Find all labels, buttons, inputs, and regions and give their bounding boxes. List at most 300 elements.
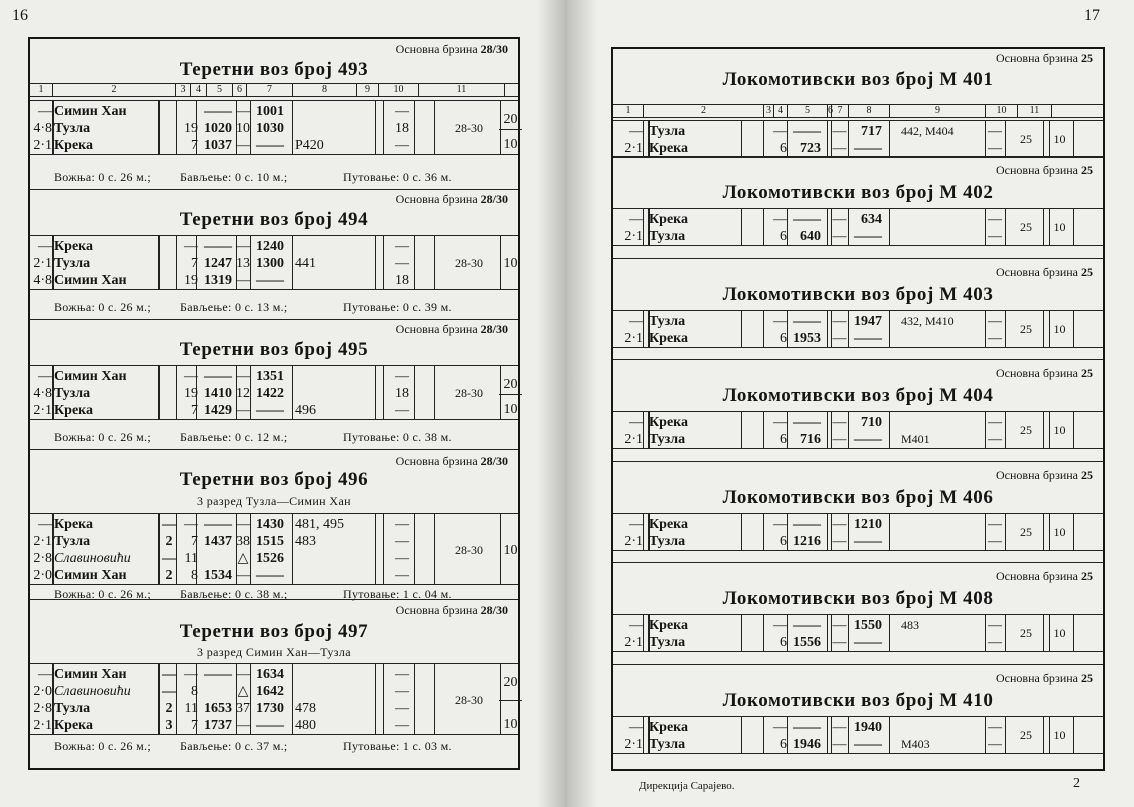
arrival-hour: 14 — [204, 386, 218, 401]
kilometre-value: 2·1 — [624, 533, 643, 549]
column-number: 9 — [889, 105, 985, 117]
column-11-value: 10 — [503, 137, 518, 152]
column-rule — [643, 717, 644, 753]
departure-hour: 10 — [256, 104, 270, 119]
speed-value: 28-30 — [455, 542, 483, 557]
summary-item: Путовање: 0 с. 39 м. — [343, 300, 452, 314]
timetable-table — [613, 513, 1103, 551]
arrival-hour: 10 — [204, 138, 218, 153]
column-rule — [375, 236, 376, 289]
kilometre-value: 4·8 — [33, 121, 52, 136]
running-minutes: 6 — [780, 229, 787, 244]
column-number: 2 — [52, 84, 175, 96]
running-minutes: — — [773, 313, 787, 329]
column-11-value: 20 — [503, 675, 518, 690]
running-minutes: — — [773, 212, 787, 227]
station-name: Симин Хан — [54, 273, 127, 288]
speed-value: 28/30 — [480, 42, 508, 56]
departure-hour: — — [854, 229, 868, 244]
connection-note: М403 — [901, 736, 930, 751]
arrival-minute: 10 — [218, 386, 232, 401]
station-name: Тузла — [649, 736, 686, 752]
station-name: Тузла — [649, 124, 686, 139]
connection-note: 480 — [295, 718, 316, 733]
stop-minutes: 37 — [236, 701, 250, 716]
speed-value: 25 — [1020, 220, 1032, 234]
station-name: Крека — [54, 517, 94, 532]
column-number: 6 — [828, 105, 833, 116]
arrival-hour: — — [204, 517, 218, 532]
arrival-hour: 7 — [800, 141, 807, 156]
speed-label — [996, 671, 1093, 686]
column-9-value: — — [988, 330, 1002, 346]
speed-value: 25 — [1081, 569, 1093, 583]
page-gutter-shadow — [567, 0, 597, 807]
arrival-minute: — — [807, 212, 821, 227]
timetable-table — [30, 365, 518, 420]
departure-minute: — — [868, 330, 882, 346]
stop-minutes: — — [236, 718, 250, 733]
running-minutes: 7 — [191, 534, 198, 549]
column-11-value: 10 — [1053, 727, 1066, 742]
column-rule — [292, 514, 293, 584]
stop-minutes: — — [832, 415, 847, 430]
running-minutes: — — [773, 516, 787, 532]
column-rule — [176, 664, 177, 734]
departure-hour: 10 — [256, 121, 270, 136]
kilometre-value: 4·8 — [33, 386, 52, 401]
arrival-minute: 37 — [218, 534, 232, 549]
train-section — [613, 156, 1103, 258]
speed-value: 28/30 — [480, 322, 508, 336]
column-9-value: — — [395, 701, 409, 716]
departure-minute: 10 — [868, 516, 882, 532]
arrival-minute: 53 — [218, 701, 232, 716]
arrival-hour: 6 — [800, 229, 807, 244]
column-11-value: 10 — [1053, 132, 1066, 146]
train-section — [613, 49, 1103, 156]
departure-hour: — — [256, 718, 270, 733]
running-minutes: 7 — [191, 138, 198, 153]
stop-minutes: — — [832, 330, 847, 346]
class-value: 3 — [165, 718, 173, 733]
kilometre-value: 2·1 — [624, 141, 643, 156]
departure-minute: 40 — [868, 719, 882, 735]
column-rule — [434, 514, 435, 584]
kilometre-value: — — [38, 667, 52, 682]
column-9-value: — — [988, 212, 1002, 227]
speed-value: 28/30 — [480, 192, 508, 206]
summary-item: Путовање: 1 с. 03 м. — [343, 739, 452, 753]
arrival-hour: — — [793, 212, 807, 227]
running-minutes: — — [773, 124, 787, 139]
kilometre-value: 2·1 — [33, 534, 52, 549]
section-divider — [613, 664, 1103, 665]
train-section — [613, 461, 1103, 563]
arrival-hour: — — [204, 104, 218, 119]
kilometre-value: — — [629, 212, 643, 227]
column-rule — [1073, 615, 1074, 651]
train-section — [613, 664, 1103, 766]
connection-note: 483 — [295, 534, 316, 549]
column-9-value: — — [395, 684, 409, 699]
speed-value: 28/30 — [480, 454, 508, 468]
column-rule — [889, 717, 890, 753]
column-rule — [741, 412, 742, 448]
departure-minute: 51 — [270, 369, 284, 384]
column-number-header — [30, 83, 518, 97]
connection-note: 481, 495 — [295, 517, 344, 532]
station-name: Симин Хан — [54, 667, 127, 682]
column-rule — [763, 209, 764, 245]
kilometre-value: 2·1 — [33, 718, 52, 733]
departure-hour: — — [256, 138, 270, 153]
kilometre-value: 2·0 — [33, 568, 52, 583]
connection-note: 483 — [901, 618, 919, 632]
column-9-value: — — [988, 736, 1002, 752]
column-rule — [292, 236, 293, 289]
column-number: 3 — [175, 84, 190, 96]
column-9-value: — — [395, 551, 409, 566]
column-rule — [158, 101, 160, 154]
arrival-minute: 34 — [218, 568, 232, 583]
column-rule — [741, 615, 742, 651]
section-divider — [30, 599, 518, 600]
stop-minutes: — — [236, 403, 250, 418]
summary-item: Вожња: 0 с. 26 м.; — [54, 587, 151, 601]
departure-minute: — — [868, 432, 882, 447]
train-title: Локомотивски воз број М 403 — [722, 283, 994, 305]
departure-hour: — — [256, 403, 270, 418]
summary-item: Путовање: 0 с. 36 м. — [343, 170, 452, 184]
departure-hour: — — [854, 330, 868, 346]
station-name: Крека — [649, 141, 689, 156]
stop-minutes: — — [236, 517, 250, 532]
station-name: Тузла — [54, 534, 91, 549]
arrival-minute: 29 — [218, 403, 232, 418]
kilometre-value: 2·8 — [33, 551, 52, 566]
kilometre-value: 2·1 — [33, 403, 52, 418]
arrival-minute: 40 — [807, 229, 821, 244]
station-name: Тузла — [649, 313, 686, 329]
departure-hour: — — [854, 635, 868, 650]
stop-minutes: — — [236, 239, 250, 254]
connection-note: 478 — [295, 701, 316, 716]
running-minutes: — — [184, 517, 198, 532]
stop-minutes: 13 — [236, 256, 250, 271]
speed-label-text: Основна брзина — [395, 603, 481, 617]
arrival-minute: — — [218, 667, 232, 682]
arrival-hour: 12 — [793, 533, 807, 549]
train-subtitle: 3 разред Симин Хан—Тузла — [196, 645, 351, 659]
running-minutes: 7 — [191, 256, 198, 271]
column-9-value: — — [988, 124, 1002, 139]
station-name: Тузла — [54, 121, 91, 136]
column-number: 1 — [38, 84, 44, 95]
arrival-hour: — — [793, 415, 807, 430]
column-9-value: — — [395, 568, 409, 583]
column-number-header — [613, 104, 1103, 118]
column-rule — [741, 311, 742, 347]
departure-minute: — — [868, 141, 882, 156]
column-rule — [827, 615, 828, 651]
kilometre-value: 2·1 — [624, 432, 643, 447]
arrival-minute: 16 — [807, 533, 821, 549]
station-name: Симин Хан — [54, 568, 127, 583]
class-value: — — [162, 551, 176, 566]
speed-value: 28-30 — [455, 692, 483, 707]
arrival-minute: — — [807, 124, 821, 139]
class-value: — — [162, 517, 176, 532]
speed-label — [996, 51, 1093, 66]
summary-item: Вожња: 0 с. 26 м.; — [54, 739, 151, 753]
column-rule — [158, 664, 160, 734]
departure-hour: 16 — [256, 667, 270, 682]
departure-hour: — — [854, 432, 868, 447]
speed-label — [396, 454, 508, 469]
stop-minutes: — — [832, 212, 847, 227]
speed-value: 25 — [1020, 321, 1032, 336]
station-name: Тузла — [54, 701, 91, 716]
cell-divider — [499, 394, 522, 395]
station-name: Крека — [649, 415, 689, 430]
footer-publisher: Дирекција Сарајево. — [639, 780, 735, 792]
running-minutes: — — [184, 369, 198, 384]
timetable-table — [613, 614, 1103, 652]
running-minutes: — — [773, 719, 787, 735]
departure-hour: 12 — [256, 239, 270, 254]
column-rule — [741, 209, 742, 245]
column-number: 10 — [985, 105, 1017, 117]
departure-minute: — — [270, 138, 284, 153]
column-rule — [763, 412, 764, 448]
speed-value: 25 — [1020, 626, 1032, 640]
stop-minutes: — — [832, 719, 847, 735]
speed-value: 25 — [1020, 727, 1032, 742]
train-section — [30, 189, 518, 319]
section-divider — [613, 156, 1103, 157]
column-number: 1 — [625, 105, 631, 116]
departure-hour: 6 — [861, 212, 868, 227]
stop-minutes: 12 — [236, 386, 250, 401]
running-minutes: — — [773, 618, 787, 633]
running-minutes: 11 — [184, 701, 198, 716]
departure-minute: 15 — [270, 534, 284, 549]
arrival-hour: 10 — [204, 121, 218, 136]
column-11-value: 20 — [503, 112, 518, 127]
arrival-hour: — — [204, 369, 218, 384]
column-9-value: — — [988, 313, 1002, 329]
timetable-table — [30, 235, 518, 290]
running-minutes: 19 — [184, 121, 198, 136]
summary-item: Бављење: 0 с. 37 м.; — [180, 739, 288, 753]
column-number: 4 — [773, 105, 787, 117]
column-9-value: — — [988, 516, 1002, 532]
section-divider — [30, 449, 518, 450]
stop-minutes: 10 — [236, 121, 250, 136]
train-section — [613, 359, 1103, 461]
column-rule — [158, 366, 160, 419]
kilometre-value: 2·1 — [624, 736, 643, 752]
class-value: 2 — [165, 701, 173, 716]
departure-hour: 12 — [854, 516, 868, 532]
kilometre-value: — — [629, 516, 643, 532]
arrival-minute: 23 — [807, 141, 821, 156]
running-minutes: 8 — [191, 568, 198, 583]
column-rule — [827, 209, 828, 245]
station-name: Тузла — [54, 256, 91, 271]
departure-minute: 42 — [270, 684, 284, 699]
stop-minutes: △ — [237, 551, 249, 566]
arrival-minute: — — [218, 369, 232, 384]
speed-value: 25 — [1020, 524, 1032, 539]
arrival-hour: 15 — [793, 635, 807, 650]
departure-minute: — — [270, 568, 284, 583]
arrival-hour: 12 — [204, 256, 218, 271]
departure-minute: 34 — [270, 667, 284, 682]
kilometre-value: 2·1 — [33, 256, 52, 271]
station-name: Симин Хан — [54, 369, 127, 384]
arrival-minute: — — [807, 516, 821, 532]
running-minutes: 7 — [191, 403, 198, 418]
speed-label — [996, 163, 1093, 178]
column-rule — [375, 664, 376, 734]
column-rule — [889, 514, 890, 550]
timetable-table — [613, 208, 1103, 246]
page-gutter-shadow — [537, 0, 567, 807]
stop-minutes: — — [832, 516, 847, 532]
column-9-value: — — [395, 239, 409, 254]
train-section — [613, 258, 1103, 360]
departure-hour: 15 — [256, 534, 270, 549]
column-rule — [643, 209, 644, 245]
speed-label-text: Основна брзина — [395, 454, 481, 468]
speed-value: 25 — [1081, 163, 1093, 177]
speed-label — [396, 603, 508, 618]
train-title: Локомотивски воз број М 410 — [722, 689, 994, 711]
footer-signature-number: 2 — [1073, 776, 1080, 791]
column-rule — [434, 236, 435, 289]
station-name: Славиновићи — [54, 551, 131, 566]
arrival-hour: 7 — [800, 432, 807, 447]
arrival-hour: — — [204, 239, 218, 254]
station-name: Тузла — [649, 432, 686, 447]
speed-value: 25 — [1081, 264, 1093, 279]
stop-minutes: — — [832, 432, 847, 447]
connection-note: 442, М404 — [901, 124, 954, 138]
departure-hour: — — [854, 141, 868, 156]
stop-minutes: — — [832, 533, 847, 549]
train-title: Теретни воз број 495 — [179, 339, 369, 360]
page-number: 17 — [1084, 7, 1100, 24]
arrival-minute: 20 — [218, 121, 232, 136]
train-title: Теретни воз број 496 — [179, 469, 369, 490]
speed-label-text: Основна брзина — [996, 366, 1081, 380]
departure-hour: 16 — [256, 684, 270, 699]
station-name: Крека — [649, 330, 689, 346]
speed-label — [996, 569, 1093, 584]
departure-hour: — — [854, 736, 868, 752]
arrival-hour: — — [793, 124, 807, 139]
speed-label-text: Основна брзина — [996, 264, 1081, 279]
departure-hour: 17 — [256, 701, 270, 716]
summary-item: Бављење: 0 с. 13 м.; — [180, 300, 288, 314]
column-rule — [889, 615, 890, 651]
station-name: Крека — [649, 618, 689, 633]
column-rule — [763, 514, 764, 550]
departure-minute: 34 — [868, 212, 882, 227]
arrival-minute: — — [807, 415, 821, 430]
column-rule — [434, 366, 435, 419]
column-9-value: — — [395, 534, 409, 549]
column-number — [504, 84, 518, 96]
stop-minutes: △ — [237, 684, 249, 699]
connection-note: 496 — [295, 403, 316, 418]
column-number: 3 — [763, 105, 773, 117]
running-minutes: 6 — [780, 141, 787, 156]
station-name: Крека — [54, 239, 94, 254]
class-value: — — [162, 684, 176, 699]
timetable-table — [30, 663, 518, 735]
running-minutes: 8 — [191, 684, 198, 699]
train-title: Локомотивски воз број М 408 — [722, 588, 994, 609]
column-number: 8 — [292, 84, 356, 96]
stop-minutes: — — [832, 141, 847, 156]
kilometre-value: 2·0 — [33, 684, 52, 699]
arrival-hour: — — [793, 313, 807, 329]
departure-minute: 40 — [270, 239, 284, 254]
station-name: Тузла — [649, 533, 686, 549]
arrival-minute: 37 — [218, 138, 232, 153]
timetable-table — [613, 411, 1103, 449]
column-rule — [1073, 514, 1074, 550]
speed-value: 25 — [1081, 467, 1093, 482]
column-9-value: — — [988, 719, 1002, 735]
kilometre-value: — — [38, 104, 52, 119]
column-number: 4 — [190, 84, 206, 96]
section-divider — [30, 319, 518, 320]
column-rule — [1073, 121, 1074, 157]
column-11-value: 10 — [1053, 423, 1066, 437]
connection-note: М401 — [901, 432, 930, 446]
departure-minute: 01 — [270, 104, 284, 119]
arrival-minute: 46 — [807, 736, 821, 752]
running-minutes: — — [773, 415, 787, 430]
departure-minute: 26 — [270, 551, 284, 566]
stop-minutes: — — [832, 736, 847, 752]
connection-note: 432, М410 — [901, 313, 954, 328]
arrival-minute: — — [218, 517, 232, 532]
departure-minute: — — [868, 229, 882, 244]
arrival-hour: 14 — [204, 534, 218, 549]
arrival-minute: 47 — [218, 256, 232, 271]
stop-minutes: — — [832, 313, 847, 329]
kilometre-value: — — [38, 517, 52, 532]
departure-hour: 13 — [256, 256, 270, 271]
arrival-hour: — — [793, 516, 807, 532]
column-number: 10 — [378, 84, 418, 96]
column-rule — [1073, 209, 1074, 245]
column-rule — [643, 615, 644, 651]
stop-minutes: — — [832, 229, 847, 244]
summary-item: Вожња: 0 с. 26 м.; — [54, 430, 151, 444]
section-divider — [613, 258, 1103, 259]
arrival-minute: 16 — [807, 432, 821, 447]
column-rule — [827, 412, 828, 448]
kilometre-value: — — [38, 239, 52, 254]
departure-hour: 15 — [256, 551, 270, 566]
column-rule — [643, 514, 644, 550]
